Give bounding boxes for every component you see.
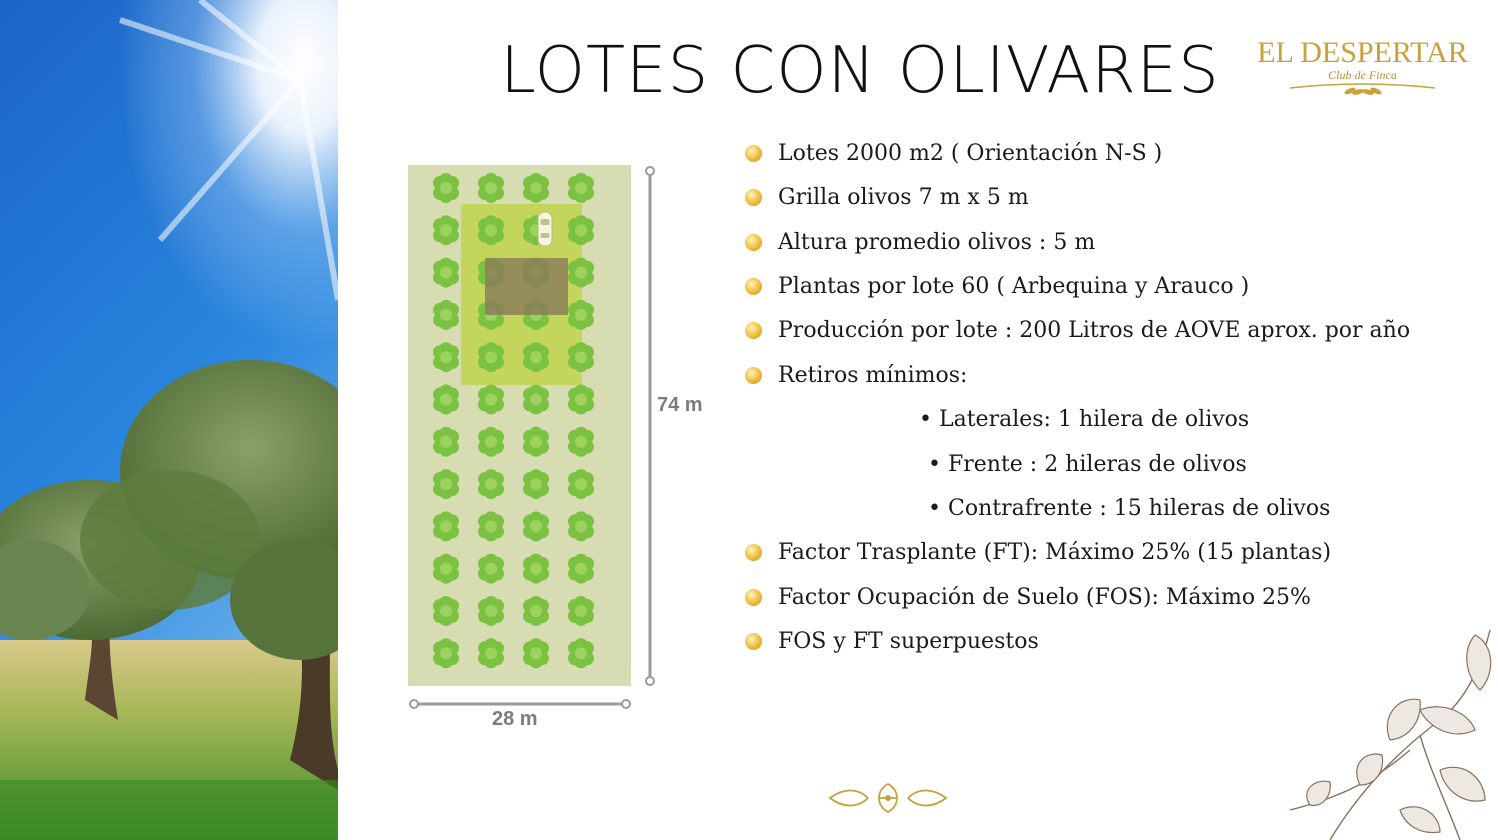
olive-tree-icon (478, 427, 504, 457)
olive-tree-icon (523, 342, 549, 372)
olive-tree-icon (568, 427, 594, 457)
olive-tree-icon (478, 638, 504, 668)
feature-text: FOS y FT superpuestos (778, 628, 1039, 654)
feature-item (745, 222, 1095, 262)
feature-text: Producción por lote : 200 Litros de AOVE aprox. por año (778, 317, 1411, 343)
olive-branch-ornament (1270, 620, 1498, 840)
feature-item (745, 621, 1039, 661)
bullet-icon (745, 544, 762, 561)
olive-tree-icon (478, 342, 504, 372)
feature-text: Retiros mínimos: (778, 362, 968, 388)
olive-tree-icon (433, 342, 459, 372)
olive-tree-icon (523, 511, 549, 541)
feature-item (745, 577, 1311, 617)
retiro-text: Laterales: 1 hilera de olivos (938, 406, 1250, 432)
olive-tree-icon (478, 385, 504, 415)
bullet-icon (745, 589, 762, 606)
car-icon (538, 212, 552, 246)
olive-tree-icon (478, 215, 504, 245)
logo-subtitle: Club de Finca (1328, 68, 1397, 82)
house-footprint (485, 258, 568, 315)
olive-tree-icon (478, 469, 504, 499)
olive-tree-icon (523, 385, 549, 415)
olive-tree-icon (568, 385, 594, 415)
olive-tree-icon (433, 469, 459, 499)
feature-text: Factor Ocupación de Suelo (FOS): Máximo 25% (778, 584, 1311, 610)
bullet-icon (745, 189, 762, 206)
retiro-text: Contrafrente : 15 hileras de olivos (947, 495, 1331, 521)
olive-tree-icon (433, 427, 459, 457)
olive-tree-icon (568, 554, 594, 584)
length-dimension-line (643, 165, 657, 687)
olive-tree-icon (433, 173, 459, 203)
width-label: 28 m (492, 708, 538, 730)
bullet-icon (745, 278, 762, 295)
laurel-ornament-icon (1280, 76, 1445, 98)
retiro-item: • Laterales: 1 hilera de olivos (919, 406, 1250, 432)
olive-tree-icon (478, 554, 504, 584)
olive-tree-icon (568, 596, 594, 626)
olive-tree-icon (433, 511, 459, 541)
feature-item (745, 355, 967, 395)
olive-tree-icon (478, 511, 504, 541)
olive-tree-icon (568, 511, 594, 541)
logo-name: EL DESPERTAR (1257, 36, 1468, 69)
olive-tree-icon (433, 300, 459, 330)
lot-plan-diagram (408, 165, 631, 686)
feature-text: Lotes 2000 m2 ( Orientación N-S ) (778, 140, 1163, 166)
olive-tree-icon (568, 300, 594, 330)
olive-tree-icon (433, 596, 459, 626)
bullet-icon (745, 234, 762, 251)
feature-item (745, 266, 1249, 306)
olive-tree-icon (523, 596, 549, 626)
retiro-item: • Contrafrente : 15 hileras de olivos (928, 495, 1331, 521)
olive-tree-icon (478, 173, 504, 203)
retiro-item: • Frente : 2 hileras de olivos (928, 451, 1247, 477)
feature-item (745, 532, 1331, 572)
bullet-icon (745, 322, 762, 339)
feature-text: Factor Trasplante (FT): Máximo 25% (15 plantas) (778, 539, 1332, 565)
olive-tree-icon (568, 342, 594, 372)
feature-item (745, 177, 1029, 217)
olive-tree-icon (523, 554, 549, 584)
olive-tree-icon (568, 638, 594, 668)
olive-tree-icon (478, 596, 504, 626)
ornament-divider (518, 776, 1258, 820)
olive-tree-icon (433, 258, 459, 288)
olive-tree-icon (433, 385, 459, 415)
bullet-icon (745, 367, 762, 384)
olive-tree-icon (523, 173, 549, 203)
length-label: 74 m (657, 394, 703, 416)
feature-item (745, 133, 1162, 173)
feature-text: Grilla olivos 7 m x 5 m (778, 184, 1029, 210)
olive-grove-photo (0, 0, 338, 840)
feature-text: Altura promedio olivos : 5 m (778, 229, 1096, 255)
bullet-icon (745, 633, 762, 650)
page-title: LOTES CON OLIVARES (500, 34, 1220, 108)
olive-tree-icon (568, 469, 594, 499)
bullet-icon (745, 145, 762, 162)
olive-tree-icon (523, 427, 549, 457)
logo (1240, 36, 1485, 106)
olive-tree-icon (433, 554, 459, 584)
olive-tree-icon (523, 469, 549, 499)
olive-tree-icon (568, 173, 594, 203)
olive-tree-icon (568, 215, 594, 245)
feature-item (745, 310, 1410, 350)
olive-tree-icon (433, 215, 459, 245)
retiro-text: Frente : 2 hileras de olivos (947, 451, 1247, 477)
feature-text: Plantas por lote 60 ( Arbequina y Arauco ) (778, 273, 1250, 299)
olive-tree-icon (523, 638, 549, 668)
olive-tree-icon (568, 258, 594, 288)
olive-tree-icon (433, 638, 459, 668)
